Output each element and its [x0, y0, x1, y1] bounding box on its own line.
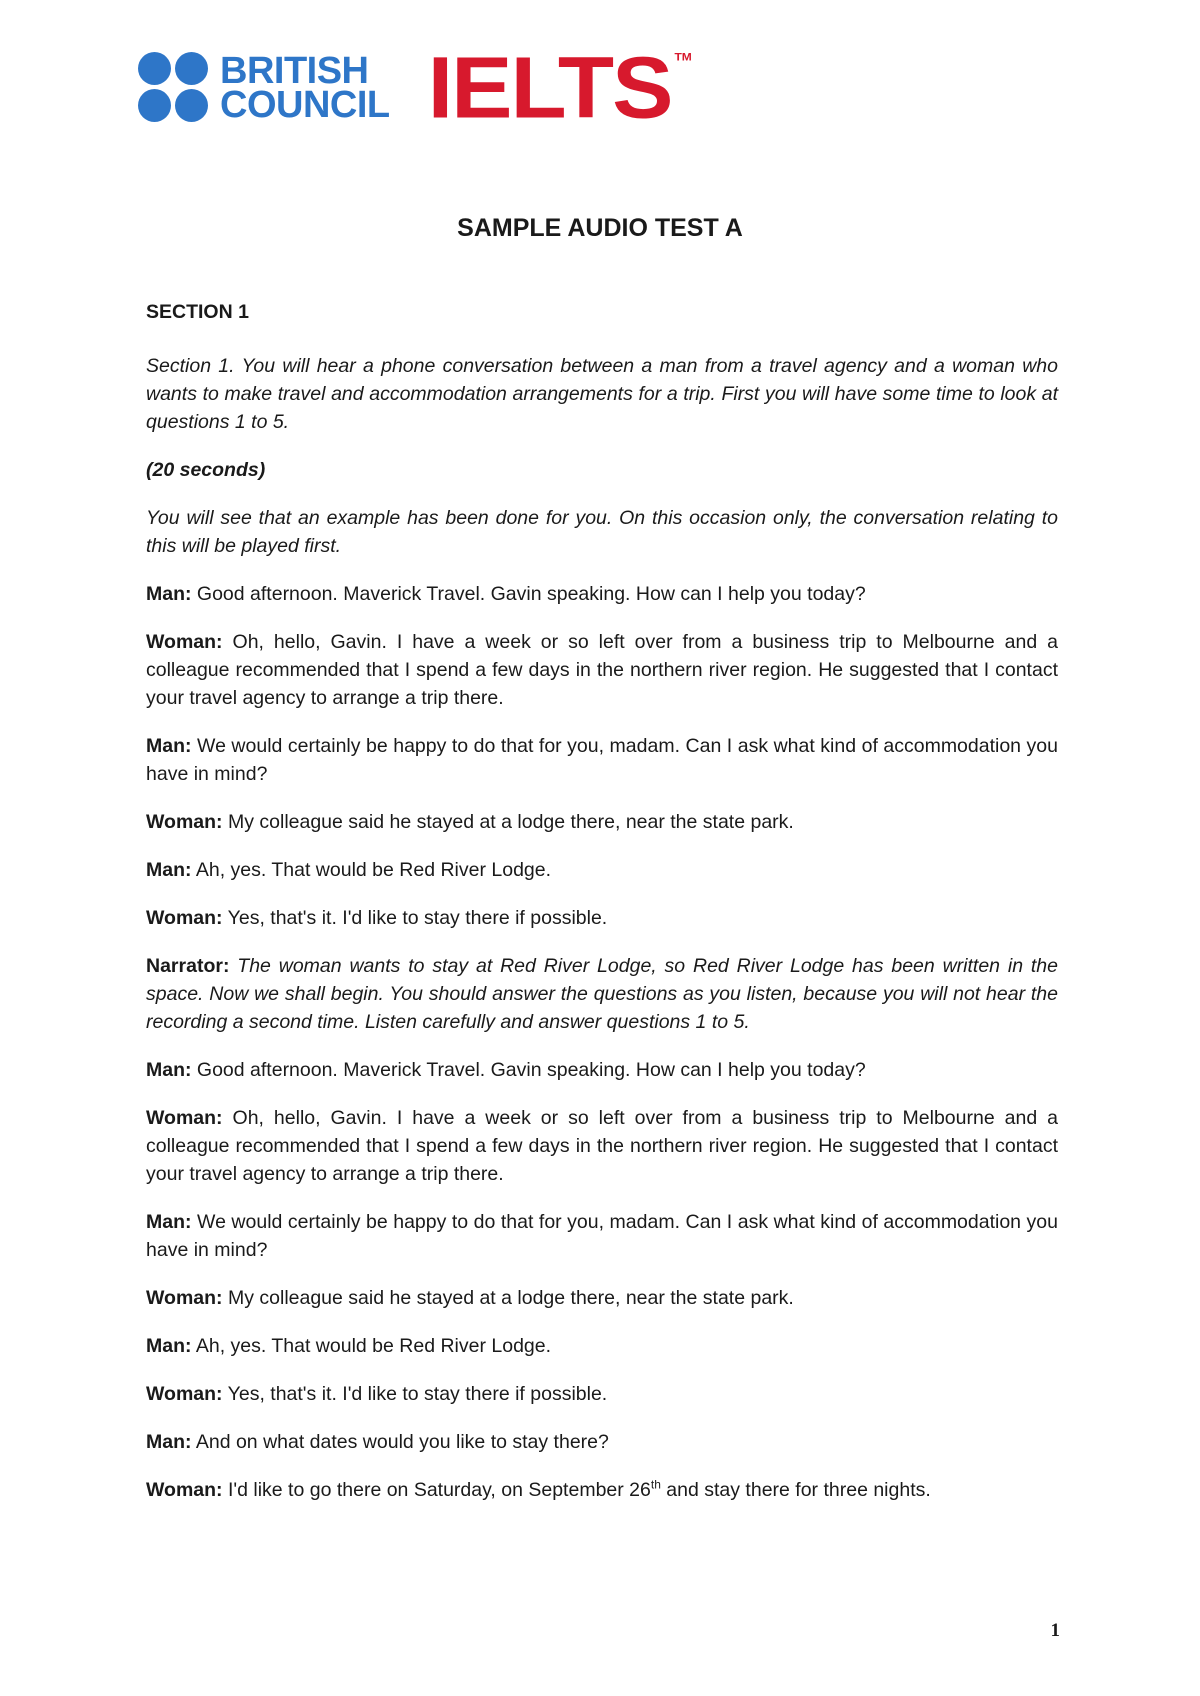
- speaker-label: Man:: [146, 1059, 192, 1081]
- section-heading: SECTION 1: [146, 301, 249, 323]
- dialogue-line: [146, 1332, 1058, 1360]
- dialogue-text: I'd like to go there on Saturday, on September 26: [222, 1479, 651, 1501]
- document-title: SAMPLE AUDIO TEST A: [457, 214, 743, 242]
- british-council-dots-icon: [138, 52, 210, 124]
- dialogue-text: Good afternoon. Maverick Travel. Gavin speaking. How can I help you today?: [191, 1059, 866, 1081]
- dialogue-line: [146, 1208, 1058, 1264]
- trademark-symbol: TM: [674, 50, 692, 64]
- british-council-logo: [138, 52, 390, 124]
- speaker-label: Woman:: [146, 907, 223, 929]
- speaker-label: Woman:: [146, 1383, 223, 1405]
- speaker-label: Man:: [146, 735, 192, 757]
- dialogue-line: [146, 580, 1058, 608]
- dialogue-text: And on what dates would you like to stay there?: [191, 1431, 609, 1453]
- narrator-text: The woman wants to stay at Red River Lodge, so Red River Lodge has been written in the space. Now we shall begin. You should answer the questions as you listen, because you will not hear the recording a second time. Listen carefully and answer questions 1 to 5.: [146, 955, 1058, 1033]
- dialogue-text: Oh, hello, Gavin. I have a week or so left over from a business trip to Melbourne and a colleague recommended that I spend a few days in the northern river region. He suggested that I contact your travel agency to arrange a trip there.: [146, 1107, 1058, 1185]
- dialogue-text: Ah, yes. That would be Red River Lodge.: [191, 859, 552, 881]
- british-council-wordmark: BRITISH COUNCIL: [220, 50, 390, 126]
- dialogue-line: [146, 1476, 1058, 1504]
- dialogue-text: My colleague said he stayed at a lodge there, near the state park.: [222, 1287, 794, 1309]
- speaker-label: Narrator:: [146, 955, 230, 977]
- speaker-label: Woman:: [146, 1107, 223, 1129]
- speaker-label: Man:: [146, 1335, 192, 1357]
- speaker-label: Man:: [146, 1211, 192, 1233]
- transcript-body: [146, 298, 1058, 1524]
- dialogue-line: [146, 904, 1058, 932]
- speaker-label: Man:: [146, 1431, 192, 1453]
- section-intro: Section 1. You will hear a phone conversation between a man from a travel agency and a woman who wants to make travel and accommodation arrangements for a trip. First you will have some time to look at questions 1 to 5.: [146, 355, 1058, 433]
- pause-instruction: (20 seconds): [146, 459, 266, 481]
- dialogue-line: [146, 808, 1058, 836]
- dialogue-text: We would certainly be happy to do that for you, madam. Can I ask what kind of accommodation you have in mind?: [146, 735, 1058, 785]
- dialogue-text: Yes, that's it. I'd like to stay there if possible.: [222, 1383, 608, 1405]
- example-note: You will see that an example has been done for you. On this occasion only, the conversation relating to this will be played first.: [146, 507, 1058, 557]
- main-dialogue: [146, 1056, 1058, 1504]
- dialogue-line: [146, 856, 1058, 884]
- dialogue-line: [146, 1380, 1058, 1408]
- ordinal-suffix: th: [650, 1477, 661, 1492]
- dialogue-text: and stay there for three nights.: [660, 1479, 931, 1501]
- dialogue-text: Yes, that's it. I'd like to stay there if possible.: [222, 907, 608, 929]
- speaker-label: Woman:: [146, 811, 223, 833]
- speaker-label: Woman:: [146, 1287, 223, 1309]
- narrator-line: [146, 952, 1058, 1036]
- dialogue-line: [146, 1056, 1058, 1084]
- dialogue-line: [146, 1428, 1058, 1456]
- header-logos: [138, 39, 692, 137]
- dialogue-text: Ah, yes. That would be Red River Lodge.: [191, 1335, 552, 1357]
- dialogue-line: [146, 628, 1058, 712]
- example-dialogue: [146, 580, 1058, 932]
- dialogue-text: Oh, hello, Gavin. I have a week or so left over from a business trip to Melbourne and a colleague recommended that I spend a few days in the northern river region. He suggested that I contact your travel agency to arrange a trip there.: [146, 631, 1058, 709]
- ielts-logo: [427, 39, 692, 137]
- ielts-wordmark: IELTS: [427, 39, 672, 137]
- page-number: 1: [1050, 1620, 1060, 1641]
- dialogue-text: Good afternoon. Maverick Travel. Gavin speaking. How can I help you today?: [191, 583, 866, 605]
- speaker-label: Man:: [146, 583, 192, 605]
- dialogue-line: [146, 732, 1058, 788]
- dialogue-text: My colleague said he stayed at a lodge there, near the state park.: [222, 811, 794, 833]
- dialogue-line: [146, 1284, 1058, 1312]
- speaker-label: Woman:: [146, 631, 223, 653]
- speaker-label: Woman:: [146, 1479, 223, 1501]
- dialogue-text: We would certainly be happy to do that for you, madam. Can I ask what kind of accommodation you have in mind?: [146, 1211, 1058, 1261]
- dialogue-line: [146, 1104, 1058, 1188]
- speaker-label: Man:: [146, 859, 192, 881]
